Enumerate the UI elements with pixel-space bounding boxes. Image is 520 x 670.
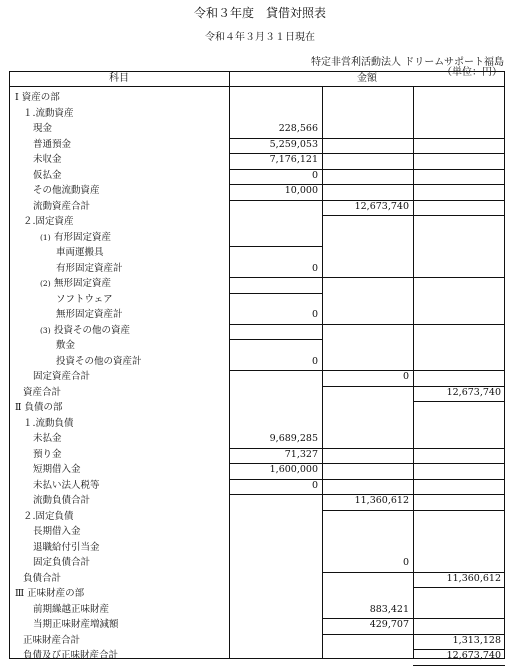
- subtotal-rule: [229, 324, 505, 325]
- subtotal-rule: [322, 510, 505, 511]
- amount-c1: 0: [311, 479, 318, 491]
- row-label: 有形固定資産: [54, 231, 112, 243]
- group-rule: [229, 339, 322, 340]
- row-label: 普通預金: [33, 138, 72, 150]
- row-number: (2): [40, 279, 51, 288]
- amount-c3: 1,313,128: [452, 634, 501, 646]
- row-label: 短期借入金: [33, 464, 81, 475]
- row-label: 長期借入金: [33, 526, 81, 537]
- amount-c1: 1,600,000: [269, 464, 318, 475]
- row-label: 未払い法人税等: [33, 479, 100, 491]
- amount-c1: 9,689,285: [269, 433, 318, 444]
- amount-c1: 0: [311, 355, 318, 367]
- header-rule: [9, 86, 505, 87]
- column-header-item: 科目: [109, 73, 129, 84]
- row-label: 敷金: [56, 340, 76, 351]
- organization-name: 特定非営利活動法人 ドリームサポート福島: [311, 57, 504, 68]
- amount-c1: 0: [311, 262, 318, 274]
- amount-c3: 12,673,740: [446, 386, 501, 398]
- row-label: 正味財産合計: [23, 634, 81, 646]
- amount-c2: 0: [402, 557, 409, 568]
- row-label: 流動負債合計: [33, 495, 91, 506]
- amount-c2: 883,421: [369, 603, 409, 615]
- amount-c3: 12,673,740: [446, 650, 501, 661]
- amount-c2: 12,673,740: [354, 200, 409, 212]
- amount-c1: 71,327: [284, 448, 318, 460]
- document-title: 令和３年度 貸借対照表: [193, 6, 326, 20]
- unit-label: （単位：円）: [442, 67, 502, 78]
- amount-c2: 11,360,612: [354, 495, 409, 506]
- subtotal-rule: [413, 587, 505, 588]
- amount-c2: 429,707: [369, 619, 409, 630]
- row-label: １.流動資産: [23, 107, 74, 119]
- row-label: 投資その他の資産: [54, 324, 131, 336]
- row-label: Ⅱ 負債の部: [15, 402, 63, 413]
- amount-c1: 0: [311, 309, 318, 320]
- subtotal-rule: [413, 665, 505, 666]
- amount-c1: 10,000: [284, 185, 318, 196]
- amount-c1: 0: [311, 169, 318, 181]
- row-label: 負債合計: [23, 572, 62, 584]
- amount-c1: 5,259,053: [269, 138, 318, 150]
- row-label: 現金: [33, 123, 53, 134]
- document-date: 令和４年３月３１日現在: [205, 32, 315, 43]
- row-label: 負債及び正味財産合計: [23, 650, 119, 661]
- row-label: ２.固定負債: [23, 510, 74, 522]
- row-label: ２.固定資産: [23, 216, 74, 227]
- subtotal-rule: [229, 277, 505, 278]
- row-label: 前期繰越正味財産: [33, 603, 110, 615]
- subtotal-rule: [322, 215, 505, 216]
- row-label: 退職給付引当金: [33, 541, 100, 553]
- row-label: ソフトウェア: [56, 293, 113, 305]
- row-label: 当期正味財産増減額: [33, 619, 119, 630]
- column-header-amount: 金額: [357, 73, 377, 84]
- amount-c3: 11,360,612: [446, 572, 501, 584]
- row-label: １.流動負債: [23, 417, 74, 429]
- amount-c1: 228,566: [278, 123, 318, 134]
- row-label: 未収金: [33, 154, 62, 165]
- row-label: 固定資産合計: [33, 371, 91, 382]
- row-label: Ⅲ 正味財産の部: [15, 588, 85, 599]
- row-number: (3): [40, 325, 51, 335]
- row-label: 未払金: [33, 433, 62, 444]
- group-rule: [229, 293, 322, 294]
- row-label: 車両運搬具: [56, 247, 104, 258]
- row-label: 無形固定資産計: [56, 309, 123, 320]
- row-label: 有形固定資産計: [56, 262, 123, 274]
- row-label: その他流動資産: [33, 185, 100, 196]
- row-label: 無形固定資産: [54, 278, 112, 289]
- group-rule: [229, 246, 322, 247]
- row-label: 固定負債合計: [33, 557, 91, 568]
- row-label: 流動資産合計: [33, 200, 91, 212]
- row-label: 投資その他の資産計: [56, 355, 142, 367]
- amount-c1: 7,176,121: [269, 154, 318, 165]
- row-label: 資産合計: [23, 386, 62, 398]
- row-label: Ⅰ 資産の部: [15, 92, 60, 103]
- subtotal-rule: [413, 401, 505, 402]
- row-label: 仮払金: [33, 169, 62, 181]
- row-label: 預り金: [33, 448, 62, 460]
- amount-c2: 0: [402, 371, 409, 382]
- row-number: (1): [40, 232, 51, 242]
